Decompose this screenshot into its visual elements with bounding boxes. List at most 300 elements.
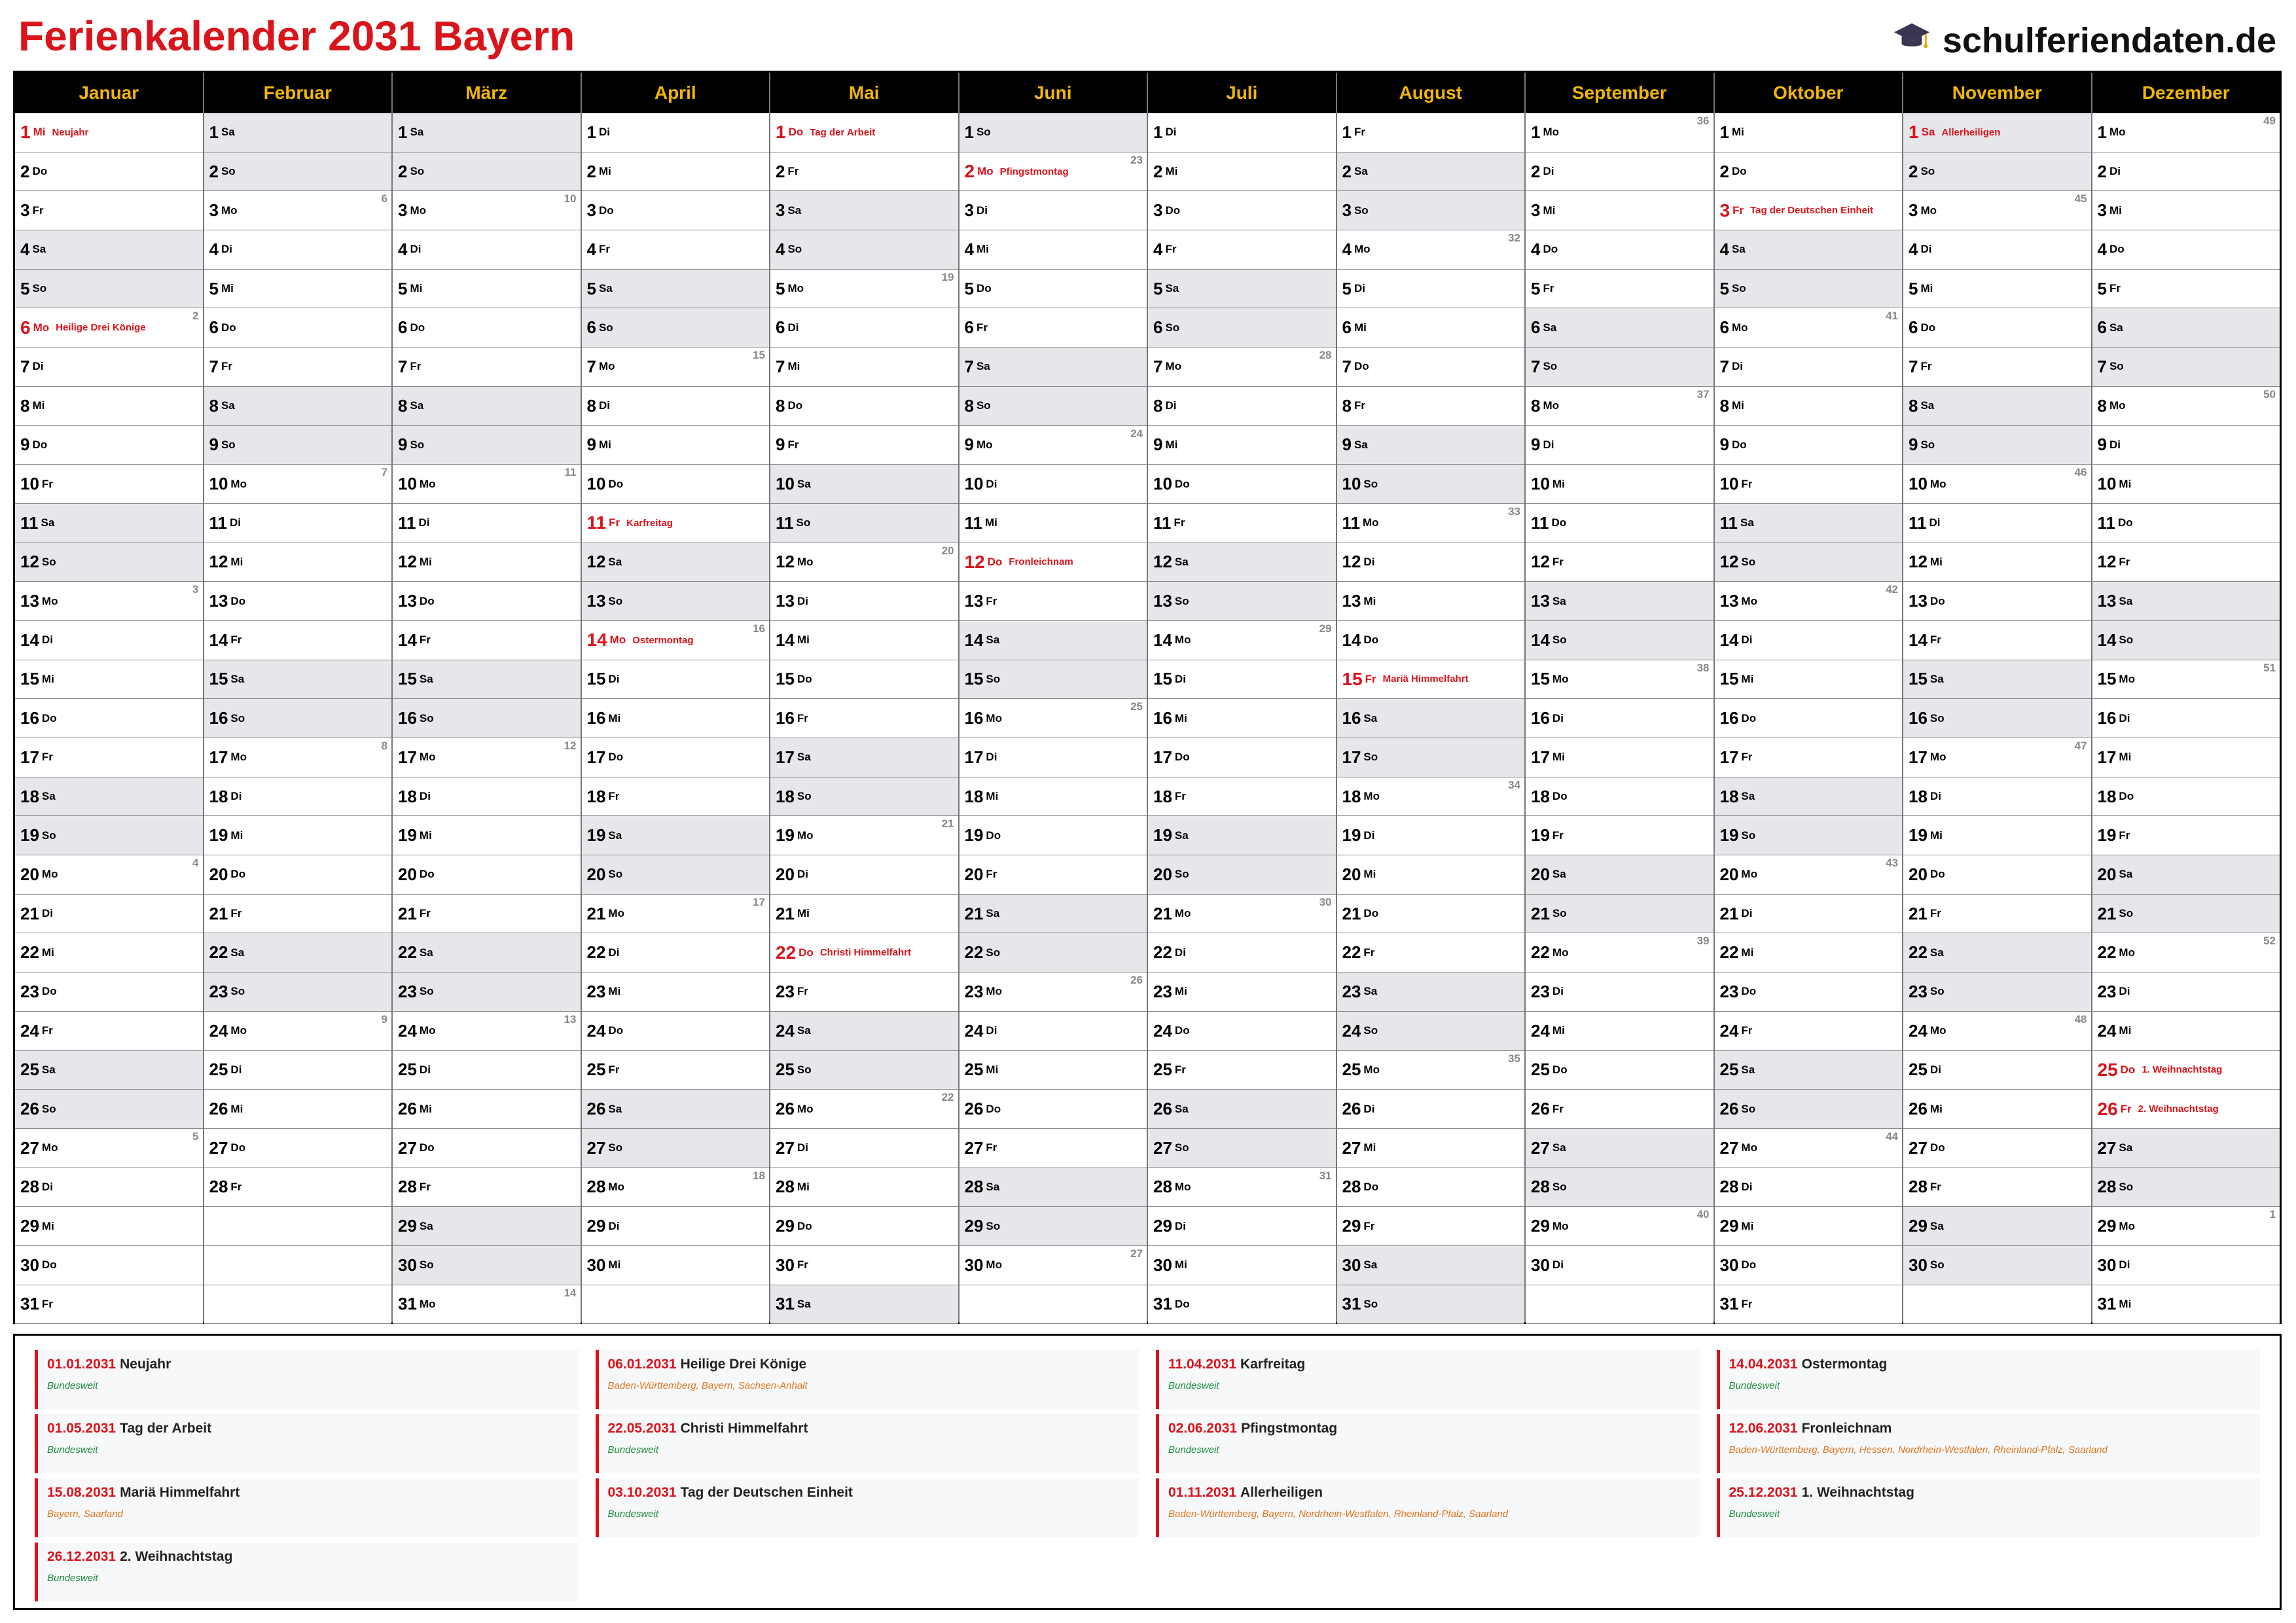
- day-cell[interactable]: [1337, 270, 1525, 309]
- day-cell[interactable]: [1903, 1246, 2091, 1285]
- day-cell[interactable]: [1337, 660, 1525, 700]
- day-cell[interactable]: [1526, 621, 1713, 660]
- day-cell[interactable]: [15, 895, 203, 934]
- day-cell[interactable]: [1903, 660, 2091, 700]
- day-cell[interactable]: [582, 230, 770, 270]
- day-cell[interactable]: [1903, 1207, 2091, 1246]
- day-cell[interactable]: [15, 465, 203, 504]
- day-cell[interactable]: [1526, 191, 1713, 230]
- day-cell[interactable]: [2092, 308, 2280, 348]
- day-cell[interactable]: [1148, 660, 1336, 700]
- day-cell[interactable]: [1526, 230, 1713, 270]
- day-cell[interactable]: [1715, 465, 1903, 504]
- day-cell[interactable]: [1148, 816, 1336, 855]
- day-cell[interactable]: [1148, 387, 1336, 426]
- day-cell[interactable]: [15, 152, 203, 192]
- day-cell[interactable]: [1337, 699, 1525, 738]
- day-cell[interactable]: [770, 1246, 958, 1285]
- day-cell[interactable]: [960, 777, 1147, 817]
- day-cell[interactable]: [1148, 113, 1336, 152]
- day-cell[interactable]: [1903, 1129, 2091, 1168]
- day-cell[interactable]: [204, 113, 392, 152]
- day-cell[interactable]: [2092, 738, 2280, 777]
- day-cell[interactable]: [1526, 543, 1713, 582]
- day-cell[interactable]: [393, 1051, 581, 1090]
- day-cell[interactable]: [770, 972, 958, 1012]
- day-cell[interactable]: [582, 699, 770, 738]
- day-cell[interactable]: [15, 621, 203, 660]
- day-cell[interactable]: [1715, 230, 1903, 270]
- day-cell[interactable]: [15, 1285, 203, 1325]
- day-cell[interactable]: [770, 621, 958, 660]
- day-cell[interactable]: [1903, 348, 2091, 387]
- day-cell[interactable]: [960, 191, 1147, 230]
- day-cell[interactable]: [2092, 933, 2280, 972]
- day-cell[interactable]: [393, 933, 581, 972]
- day-cell[interactable]: [1148, 348, 1336, 387]
- day-cell[interactable]: [2092, 465, 2280, 504]
- day-cell[interactable]: [1148, 152, 1336, 192]
- day-cell[interactable]: [960, 1090, 1147, 1129]
- day-cell[interactable]: [770, 1207, 958, 1246]
- day-cell[interactable]: [582, 426, 770, 465]
- day-cell[interactable]: [770, 699, 958, 738]
- day-cell[interactable]: [960, 1051, 1147, 1090]
- day-cell[interactable]: [1148, 1246, 1336, 1285]
- day-cell[interactable]: [393, 816, 581, 855]
- day-cell[interactable]: [2092, 348, 2280, 387]
- day-cell[interactable]: [1148, 933, 1336, 972]
- day-cell[interactable]: [960, 308, 1147, 348]
- day-cell[interactable]: [960, 113, 1147, 152]
- day-cell[interactable]: [15, 1246, 203, 1285]
- day-cell[interactable]: [1903, 1051, 2091, 1090]
- day-cell[interactable]: [1526, 348, 1713, 387]
- day-cell[interactable]: [204, 582, 392, 621]
- day-cell[interactable]: [15, 660, 203, 700]
- day-cell[interactable]: [1715, 348, 1903, 387]
- day-cell[interactable]: [1148, 738, 1336, 777]
- day-cell[interactable]: [204, 426, 392, 465]
- day-cell[interactable]: [582, 895, 770, 934]
- day-cell[interactable]: [1337, 191, 1525, 230]
- day-cell[interactable]: [393, 1207, 581, 1246]
- day-cell[interactable]: [770, 348, 958, 387]
- day-cell[interactable]: [1715, 504, 1903, 543]
- day-cell[interactable]: [1903, 387, 2091, 426]
- day-cell[interactable]: [1903, 1090, 2091, 1129]
- day-cell[interactable]: [2092, 1285, 2280, 1325]
- day-cell[interactable]: [582, 270, 770, 309]
- day-cell[interactable]: [393, 113, 581, 152]
- day-cell[interactable]: [1337, 1090, 1525, 1129]
- day-cell[interactable]: [204, 465, 392, 504]
- day-cell[interactable]: [1148, 543, 1336, 582]
- day-cell[interactable]: [204, 895, 392, 934]
- day-cell[interactable]: [15, 191, 203, 230]
- day-cell[interactable]: [582, 816, 770, 855]
- day-cell[interactable]: [1148, 1207, 1336, 1246]
- day-cell[interactable]: [1526, 1129, 1713, 1168]
- day-cell[interactable]: [770, 855, 958, 895]
- day-cell[interactable]: [204, 152, 392, 192]
- day-cell[interactable]: [15, 699, 203, 738]
- day-cell[interactable]: [1337, 738, 1525, 777]
- day-cell[interactable]: [15, 972, 203, 1012]
- day-cell[interactable]: [204, 777, 392, 817]
- day-cell[interactable]: [204, 1090, 392, 1129]
- day-cell[interactable]: [960, 855, 1147, 895]
- day-cell[interactable]: [393, 308, 581, 348]
- day-cell[interactable]: [1903, 465, 2091, 504]
- day-cell[interactable]: [1903, 621, 2091, 660]
- day-cell[interactable]: [1337, 426, 1525, 465]
- day-cell[interactable]: [15, 308, 203, 348]
- day-cell[interactable]: [15, 1051, 203, 1090]
- day-cell[interactable]: [1526, 465, 1713, 504]
- day-cell[interactable]: [1903, 426, 2091, 465]
- day-cell[interactable]: [1903, 699, 2091, 738]
- day-cell[interactable]: [1903, 972, 2091, 1012]
- day-cell[interactable]: [15, 1090, 203, 1129]
- day-cell[interactable]: [1715, 972, 1903, 1012]
- day-cell[interactable]: [15, 426, 203, 465]
- day-cell[interactable]: [15, 1012, 203, 1051]
- day-cell[interactable]: [204, 270, 392, 309]
- day-cell[interactable]: [1148, 621, 1336, 660]
- day-cell[interactable]: [393, 387, 581, 426]
- day-cell[interactable]: [393, 1129, 581, 1168]
- day-cell[interactable]: [1715, 308, 1903, 348]
- day-cell[interactable]: [960, 660, 1147, 700]
- day-cell[interactable]: [1148, 308, 1336, 348]
- day-cell[interactable]: [582, 1051, 770, 1090]
- day-cell[interactable]: [770, 191, 958, 230]
- day-cell[interactable]: [770, 1285, 958, 1325]
- day-cell[interactable]: [204, 543, 392, 582]
- day-cell[interactable]: [2092, 504, 2280, 543]
- day-cell[interactable]: [1526, 660, 1713, 700]
- day-cell[interactable]: [393, 270, 581, 309]
- day-cell[interactable]: [1526, 699, 1713, 738]
- day-cell[interactable]: [1337, 1207, 1525, 1246]
- day-cell[interactable]: [1337, 308, 1525, 348]
- day-cell[interactable]: [15, 348, 203, 387]
- day-cell[interactable]: [960, 465, 1147, 504]
- day-cell[interactable]: [960, 426, 1147, 465]
- day-cell[interactable]: [770, 230, 958, 270]
- day-cell[interactable]: [582, 113, 770, 152]
- day-cell[interactable]: [770, 1012, 958, 1051]
- day-cell[interactable]: [1715, 1012, 1903, 1051]
- day-cell[interactable]: [1148, 426, 1336, 465]
- day-cell[interactable]: [770, 816, 958, 855]
- day-cell[interactable]: [1903, 152, 2091, 192]
- day-cell[interactable]: [1526, 308, 1713, 348]
- day-cell[interactable]: [582, 621, 770, 660]
- day-cell[interactable]: [393, 777, 581, 817]
- day-cell[interactable]: [1903, 738, 2091, 777]
- day-cell[interactable]: [960, 1207, 1147, 1246]
- day-cell[interactable]: [1526, 777, 1713, 817]
- day-cell[interactable]: [393, 1168, 581, 1207]
- day-cell[interactable]: [1337, 855, 1525, 895]
- day-cell[interactable]: [582, 387, 770, 426]
- day-cell[interactable]: [393, 738, 581, 777]
- day-cell[interactable]: [1337, 1168, 1525, 1207]
- day-cell[interactable]: [1148, 1051, 1336, 1090]
- day-cell[interactable]: [1715, 1051, 1903, 1090]
- day-cell[interactable]: [582, 465, 770, 504]
- day-cell[interactable]: [960, 348, 1147, 387]
- day-cell[interactable]: [393, 1090, 581, 1129]
- day-cell[interactable]: [2092, 191, 2280, 230]
- day-cell[interactable]: [2092, 699, 2280, 738]
- day-cell[interactable]: [1903, 504, 2091, 543]
- day-cell[interactable]: [15, 230, 203, 270]
- day-cell[interactable]: [1526, 152, 1713, 192]
- day-cell[interactable]: [204, 816, 392, 855]
- day-cell[interactable]: [1715, 1285, 1903, 1325]
- day-cell[interactable]: [1337, 621, 1525, 660]
- day-cell[interactable]: [1148, 465, 1336, 504]
- day-cell[interactable]: [393, 582, 581, 621]
- day-cell[interactable]: [15, 582, 203, 621]
- day-cell[interactable]: [1148, 1090, 1336, 1129]
- day-cell[interactable]: [1148, 855, 1336, 895]
- day-cell[interactable]: [960, 621, 1147, 660]
- day-cell[interactable]: [1526, 738, 1713, 777]
- day-cell[interactable]: [770, 504, 958, 543]
- day-cell[interactable]: [1715, 1129, 1903, 1168]
- day-cell[interactable]: [960, 933, 1147, 972]
- day-cell[interactable]: [582, 1129, 770, 1168]
- day-cell[interactable]: [204, 230, 392, 270]
- day-cell[interactable]: [770, 152, 958, 192]
- day-cell[interactable]: [1337, 543, 1525, 582]
- day-cell[interactable]: [15, 387, 203, 426]
- day-cell[interactable]: [393, 465, 581, 504]
- day-cell[interactable]: [960, 504, 1147, 543]
- day-cell[interactable]: [393, 660, 581, 700]
- day-cell[interactable]: [2092, 230, 2280, 270]
- day-cell[interactable]: [15, 816, 203, 855]
- day-cell[interactable]: [582, 152, 770, 192]
- day-cell[interactable]: [2092, 1051, 2280, 1090]
- day-cell[interactable]: [1337, 387, 1525, 426]
- day-cell[interactable]: [1715, 1207, 1903, 1246]
- day-cell[interactable]: [1526, 855, 1713, 895]
- day-cell[interactable]: [1526, 895, 1713, 934]
- day-cell[interactable]: [1715, 1168, 1903, 1207]
- day-cell[interactable]: [770, 933, 958, 972]
- day-cell[interactable]: [1337, 230, 1525, 270]
- day-cell[interactable]: [15, 504, 203, 543]
- day-cell[interactable]: [960, 270, 1147, 309]
- day-cell[interactable]: [2092, 426, 2280, 465]
- day-cell[interactable]: [770, 895, 958, 934]
- day-cell[interactable]: [2092, 660, 2280, 700]
- day-cell[interactable]: [770, 113, 958, 152]
- day-cell[interactable]: [1148, 1285, 1336, 1325]
- day-cell[interactable]: [1148, 230, 1336, 270]
- day-cell[interactable]: [1715, 855, 1903, 895]
- day-cell[interactable]: [393, 348, 581, 387]
- day-cell[interactable]: [1337, 816, 1525, 855]
- day-cell[interactable]: [1337, 972, 1525, 1012]
- day-cell[interactable]: [393, 699, 581, 738]
- day-cell[interactable]: [15, 113, 203, 152]
- day-cell[interactable]: [1337, 348, 1525, 387]
- day-cell[interactable]: [393, 504, 581, 543]
- day-cell[interactable]: [2092, 113, 2280, 152]
- day-cell[interactable]: [15, 543, 203, 582]
- day-cell[interactable]: [960, 1012, 1147, 1051]
- day-cell[interactable]: [204, 972, 392, 1012]
- day-cell[interactable]: [1526, 582, 1713, 621]
- day-cell[interactable]: [1337, 1129, 1525, 1168]
- day-cell[interactable]: [1526, 504, 1713, 543]
- day-cell[interactable]: [582, 855, 770, 895]
- day-cell[interactable]: [2092, 816, 2280, 855]
- day-cell[interactable]: [1337, 1012, 1525, 1051]
- day-cell[interactable]: [2092, 972, 2280, 1012]
- day-cell[interactable]: [1903, 1012, 2091, 1051]
- day-cell[interactable]: [960, 543, 1147, 582]
- day-cell[interactable]: [204, 660, 392, 700]
- day-cell[interactable]: [2092, 1090, 2280, 1129]
- day-cell[interactable]: [770, 465, 958, 504]
- day-cell[interactable]: [1715, 1246, 1903, 1285]
- day-cell[interactable]: [393, 1285, 581, 1325]
- day-cell[interactable]: [15, 738, 203, 777]
- day-cell[interactable]: [2092, 543, 2280, 582]
- day-cell[interactable]: [1148, 504, 1336, 543]
- day-cell[interactable]: [393, 191, 581, 230]
- day-cell[interactable]: [1715, 621, 1903, 660]
- day-cell[interactable]: [770, 426, 958, 465]
- day-cell[interactable]: [1903, 113, 2091, 152]
- day-cell[interactable]: [393, 895, 581, 934]
- day-cell[interactable]: [204, 191, 392, 230]
- day-cell[interactable]: [2092, 387, 2280, 426]
- day-cell[interactable]: [1337, 113, 1525, 152]
- day-cell[interactable]: [1337, 933, 1525, 972]
- day-cell[interactable]: [582, 543, 770, 582]
- day-cell[interactable]: [15, 270, 203, 309]
- day-cell[interactable]: [582, 308, 770, 348]
- day-cell[interactable]: [582, 1207, 770, 1246]
- day-cell[interactable]: [204, 308, 392, 348]
- day-cell[interactable]: [770, 1168, 958, 1207]
- day-cell[interactable]: [2092, 1246, 2280, 1285]
- day-cell[interactable]: [393, 855, 581, 895]
- day-cell[interactable]: [1903, 895, 2091, 934]
- day-cell[interactable]: [1526, 113, 1713, 152]
- day-cell[interactable]: [582, 777, 770, 817]
- day-cell[interactable]: [582, 933, 770, 972]
- day-cell[interactable]: [1337, 465, 1525, 504]
- day-cell[interactable]: [1526, 1051, 1713, 1090]
- day-cell[interactable]: [1903, 855, 2091, 895]
- day-cell[interactable]: [1337, 1051, 1525, 1090]
- day-cell[interactable]: [1526, 426, 1713, 465]
- day-cell[interactable]: [1715, 582, 1903, 621]
- day-cell[interactable]: [1526, 816, 1713, 855]
- day-cell[interactable]: [2092, 855, 2280, 895]
- day-cell[interactable]: [1148, 270, 1336, 309]
- day-cell[interactable]: [582, 1012, 770, 1051]
- day-cell[interactable]: [582, 1168, 770, 1207]
- day-cell[interactable]: [204, 1051, 392, 1090]
- day-cell[interactable]: [204, 699, 392, 738]
- day-cell[interactable]: [393, 543, 581, 582]
- day-cell[interactable]: [1148, 895, 1336, 934]
- day-cell[interactable]: [2092, 270, 2280, 309]
- day-cell[interactable]: [770, 543, 958, 582]
- day-cell[interactable]: [2092, 621, 2280, 660]
- day-cell[interactable]: [1148, 1129, 1336, 1168]
- day-cell[interactable]: [770, 1129, 958, 1168]
- day-cell[interactable]: [770, 582, 958, 621]
- day-cell[interactable]: [770, 308, 958, 348]
- day-cell[interactable]: [1148, 972, 1336, 1012]
- day-cell[interactable]: [582, 348, 770, 387]
- day-cell[interactable]: [204, 1129, 392, 1168]
- day-cell[interactable]: [1715, 543, 1903, 582]
- day-cell[interactable]: [1148, 1168, 1336, 1207]
- day-cell[interactable]: [1526, 972, 1713, 1012]
- day-cell[interactable]: [582, 504, 770, 543]
- day-cell[interactable]: [960, 738, 1147, 777]
- day-cell[interactable]: [15, 777, 203, 817]
- day-cell[interactable]: [1526, 1207, 1713, 1246]
- day-cell[interactable]: [1715, 699, 1903, 738]
- day-cell[interactable]: [204, 1012, 392, 1051]
- day-cell[interactable]: [960, 816, 1147, 855]
- day-cell[interactable]: [204, 504, 392, 543]
- day-cell[interactable]: [393, 621, 581, 660]
- day-cell[interactable]: [960, 387, 1147, 426]
- day-cell[interactable]: [960, 230, 1147, 270]
- day-cell[interactable]: [2092, 1168, 2280, 1207]
- day-cell[interactable]: [2092, 1207, 2280, 1246]
- day-cell[interactable]: [1148, 1012, 1336, 1051]
- day-cell[interactable]: [2092, 895, 2280, 934]
- day-cell[interactable]: [582, 582, 770, 621]
- day-cell[interactable]: [1903, 816, 2091, 855]
- day-cell[interactable]: [582, 1090, 770, 1129]
- day-cell[interactable]: [960, 699, 1147, 738]
- day-cell[interactable]: [15, 1168, 203, 1207]
- day-cell[interactable]: [1715, 387, 1903, 426]
- day-cell[interactable]: [15, 855, 203, 895]
- day-cell[interactable]: [1903, 582, 2091, 621]
- day-cell[interactable]: [1715, 113, 1903, 152]
- day-cell[interactable]: [2092, 152, 2280, 192]
- day-cell[interactable]: [1526, 387, 1713, 426]
- day-cell[interactable]: [15, 1129, 203, 1168]
- day-cell[interactable]: [960, 582, 1147, 621]
- day-cell[interactable]: [15, 933, 203, 972]
- day-cell[interactable]: [960, 895, 1147, 934]
- day-cell[interactable]: [2092, 777, 2280, 817]
- day-cell[interactable]: [1526, 1012, 1713, 1051]
- day-cell[interactable]: [1337, 777, 1525, 817]
- day-cell[interactable]: [582, 972, 770, 1012]
- day-cell[interactable]: [393, 152, 581, 192]
- day-cell[interactable]: [1715, 152, 1903, 192]
